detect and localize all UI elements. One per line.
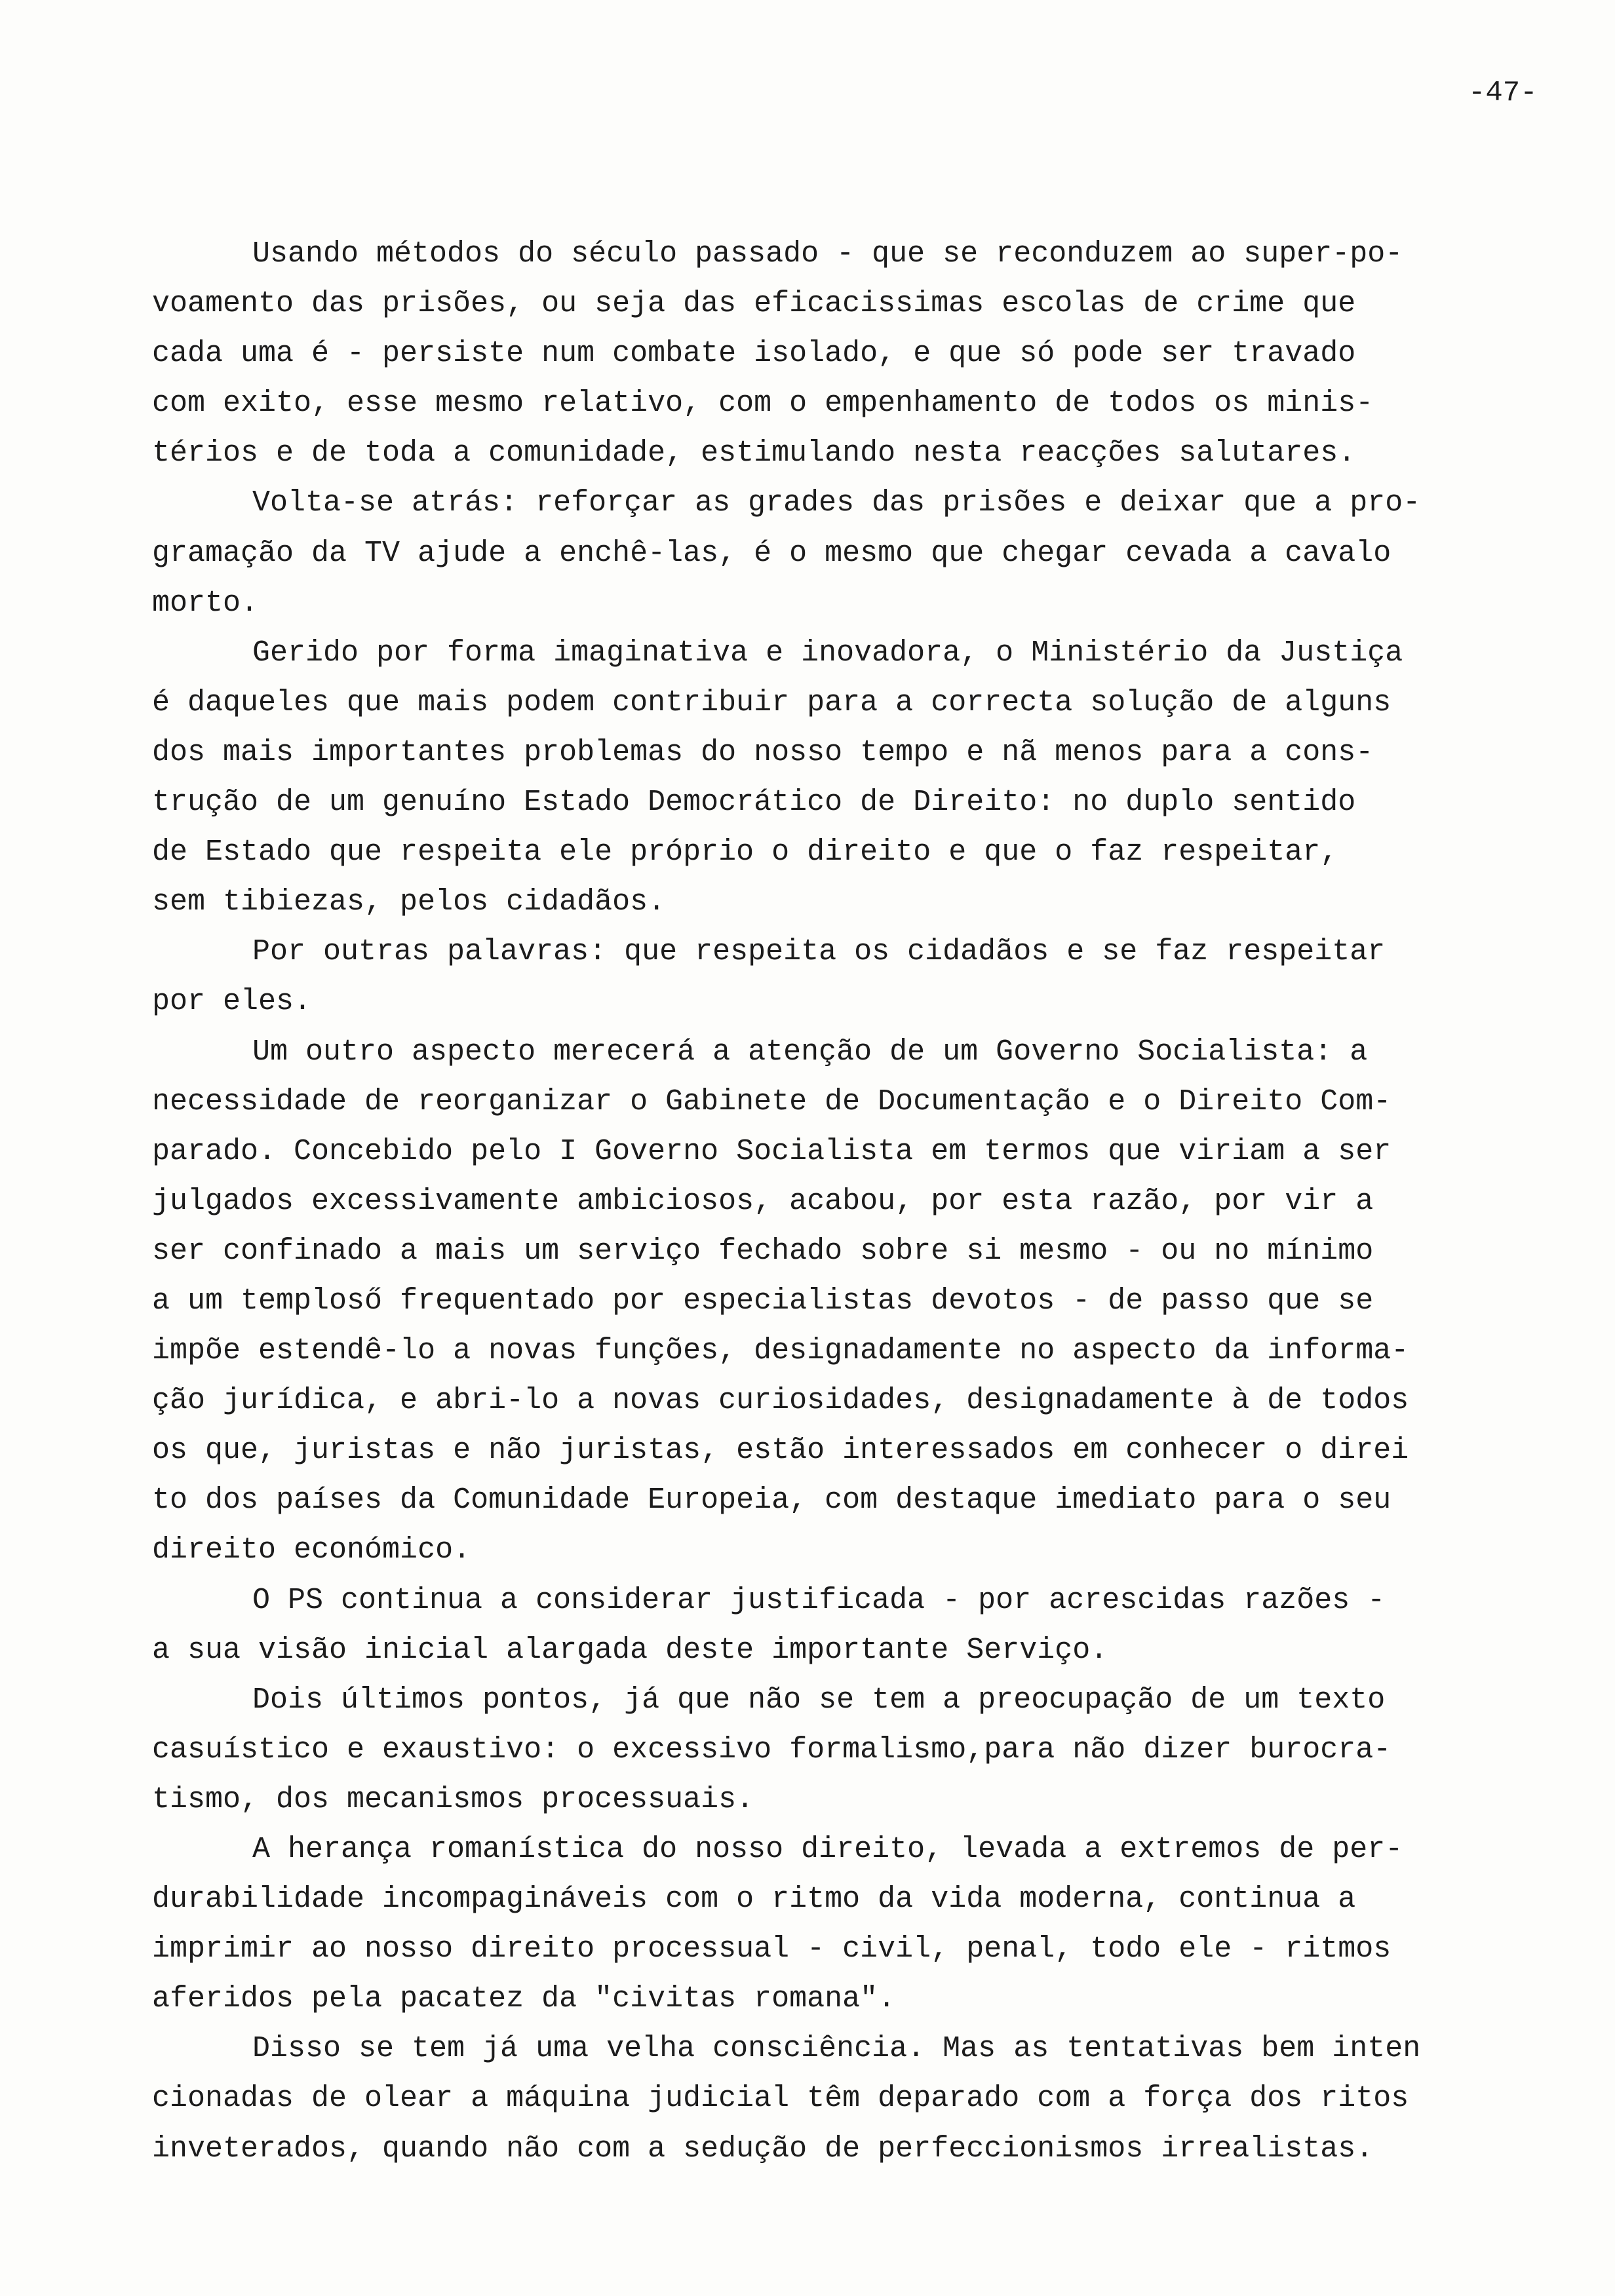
text-line: Um outro aspecto merecerá a atenção de um Governo Socialista: a [252, 1035, 1368, 1069]
text-line: to dos países da Comunidade Europeia, com destaque imediato para o seu [152, 1483, 1391, 1518]
text-line: térios e de toda a comunidade, estimulando nesta reacções salutares. [152, 436, 1356, 470]
text-line: casuístico e exaustivo: o excessivo formalismo,para não dizer burocra- [152, 1732, 1391, 1767]
text-line: morto. [152, 586, 259, 620]
body-text [152, 229, 1561, 2174]
text-line: cionadas de olear a máquina judicial têm deparado com a força dos ritos [152, 2082, 1409, 2116]
text-line: Dois últimos pontos, já que não se tem a preocupação de um texto [252, 1683, 1386, 1717]
text-line: com exito, esse mesmo relativo, com o empenhamento de todos os minis- [152, 387, 1374, 421]
text-line: Gerido por forma imaginativa e inovadora, o Ministério da Justiça [252, 636, 1403, 670]
text-line: dos mais importantes problemas do nosso tempo e nã menos para a cons- [152, 735, 1374, 769]
text-line: gramação da TV ajude a enchê-las, é o mesmo que chegar cevada a cavalo [152, 536, 1391, 570]
text-line: é daqueles que mais podem contribuir para a correcta solução de alguns [152, 685, 1391, 719]
text-line: aferidos pela pacatez da "civitas romana". [152, 1982, 896, 2016]
text-line: A herança romanística do nosso direito, levada a extremos de per- [252, 1833, 1403, 1866]
text-line: durabilidade incompagináveis com o ritmo da vida moderna, continua a [152, 1883, 1356, 1917]
text-line: necessidade de reorganizar o Gabinete de Documentação e o Direito Com- [152, 1084, 1391, 1119]
text-line: voamento das prisões, ou seja das eficacissimas escolas de crime que [152, 287, 1356, 321]
text-line: Disso se tem já uma velha consciência. Mas as tentativas bem inten [252, 2032, 1421, 2066]
text-line: tismo, dos mecanismos processuais. [152, 1782, 754, 1816]
text-line: julgados excessivamente ambiciosos, acabou, por esta razão, por vir a [152, 1184, 1374, 1218]
text-line: a um temploső frequentado por especialistas devotos - de passo que se [152, 1284, 1374, 1318]
text-line: Usando métodos do século passado - que se reconduzem ao super-po- [252, 237, 1403, 271]
text-line: parado. Concebido pelo I Governo Socialista em termos que viriam a ser [152, 1134, 1391, 1168]
text-line: O PS continua a considerar justificada - por acrescidas razões - [252, 1583, 1386, 1617]
text-line: trução de um genuíno Estado Democrático de Direito: no duplo sentido [152, 786, 1356, 820]
text-line: impõe estendê-lo a novas funções, designadamente no aspecto da informa- [152, 1334, 1409, 1368]
text-line: Por outras palavras: que respeita os cidadãos e se faz respeitar [252, 935, 1386, 969]
text-line: ser confinado a mais um serviço fechado sobre si mesmo - ou no mínimo [152, 1234, 1374, 1268]
text-line: Volta-se atrás: reforçar as grades das prisões e deixar que a pro- [252, 486, 1421, 520]
text-line: inveterados, quando não com a sedução de perfeccionismos irrealistas. [152, 2132, 1374, 2166]
text-line: de Estado que respeita ele próprio o direito e que o faz respeitar, [152, 835, 1338, 870]
text-line: os que, juristas e não juristas, estão interessados em conhecer o direi [152, 1434, 1409, 1468]
text-line: a sua visão inicial alargada deste importante Serviço. [152, 1633, 1108, 1667]
page-number: -47- [1468, 77, 1538, 109]
text-line: cada uma é - persiste num combate isolado, e que só pode ser travado [152, 337, 1356, 371]
text-line: por eles. [152, 985, 312, 1019]
text-line: ção jurídica, e abri-lo a novas curiosidades, designadamente à de todos [152, 1384, 1409, 1418]
text-line: sem tibiezas, pelos cidadãos. [152, 885, 666, 919]
text-line: imprimir ao nosso direito processual - civil, penal, todo ele - ritmos [152, 1932, 1391, 1966]
text-line: direito económico. [152, 1533, 471, 1567]
